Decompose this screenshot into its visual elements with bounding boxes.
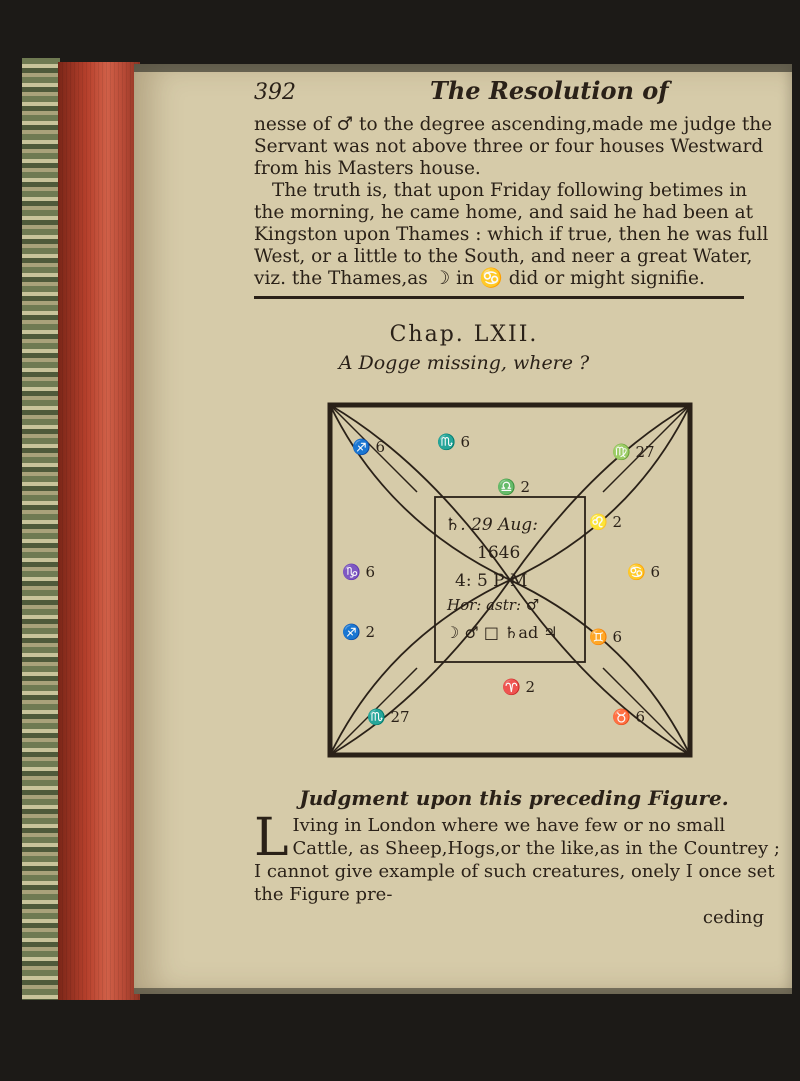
house-2-label: ♐ 2 [342, 623, 375, 641]
drop-cap: L [254, 808, 289, 868]
house-3-label: ♏ 27 [367, 708, 410, 726]
chart-center-line-4: Hor: astr: ♂ [447, 596, 540, 614]
house-6-label: ♊ 6 [589, 628, 622, 646]
paragraph-truth: The truth is, that upon Friday following betimes in the morning, he came home, and said he had been at Kingston upon Thames : which if true, then he was full West, or a little to the South, and neer a great Water, viz. the Thames,as ☽ in ♋ did or might signifie. [254, 180, 769, 289]
book-binding [22, 58, 60, 1000]
house-12-label: ♐ 6 [352, 438, 385, 456]
house-8-label: ♌ 2 [589, 513, 622, 531]
house-10-label: ♎ 2 [497, 478, 530, 496]
book-page [134, 64, 792, 994]
section-rule [254, 296, 744, 299]
judgment-heading: Judgment upon this preceding Figure. [299, 786, 729, 810]
house-9-label: ♍ 27 [612, 443, 655, 461]
horary-chart [327, 402, 693, 758]
paragraph-continued: nesse of ♂ to the degree ascending,made me judge the Servant was not above three or four houses Westward from his Masters house. [254, 114, 773, 179]
top-edge-shadow [134, 64, 792, 72]
page-number: 392 [254, 80, 296, 105]
body-text [254, 114, 774, 290]
house-1-label: ♑ 6 [342, 563, 375, 581]
house-11-label: ♏ 6 [437, 433, 470, 451]
chart-center-line-1: ♄. 29 Aug: [445, 515, 538, 535]
bottom-edge-shadow [134, 988, 792, 994]
house-7-label: ♋ 6 [627, 563, 660, 581]
judgment-body [254, 808, 784, 929]
chapter-heading: Chap. LXII. [389, 322, 539, 347]
chart-center-line-3: 4: 5 P M [455, 571, 528, 591]
catchword: ceding [702, 907, 764, 928]
judgment-paragraph: Iving in London where we have few or no small Cattle, as Sheep,Hogs,or the like,as in the Countrey ; I cannot give example of such creatures, onely I once set the Figure pre- [254, 815, 780, 905]
house-4-label: ♈ 2 [502, 678, 535, 696]
chart-center-line-2: 1646 [477, 543, 521, 563]
red-page-edges [58, 62, 140, 1000]
running-title: The Resolution of [430, 76, 669, 105]
chart-center-line-5: ☽ ♂ □ ♄ad ♃ [445, 623, 558, 642]
house-5-label: ♉ 6 [612, 708, 645, 726]
chapter-subtitle: A Dogge missing, where ? [338, 352, 590, 374]
